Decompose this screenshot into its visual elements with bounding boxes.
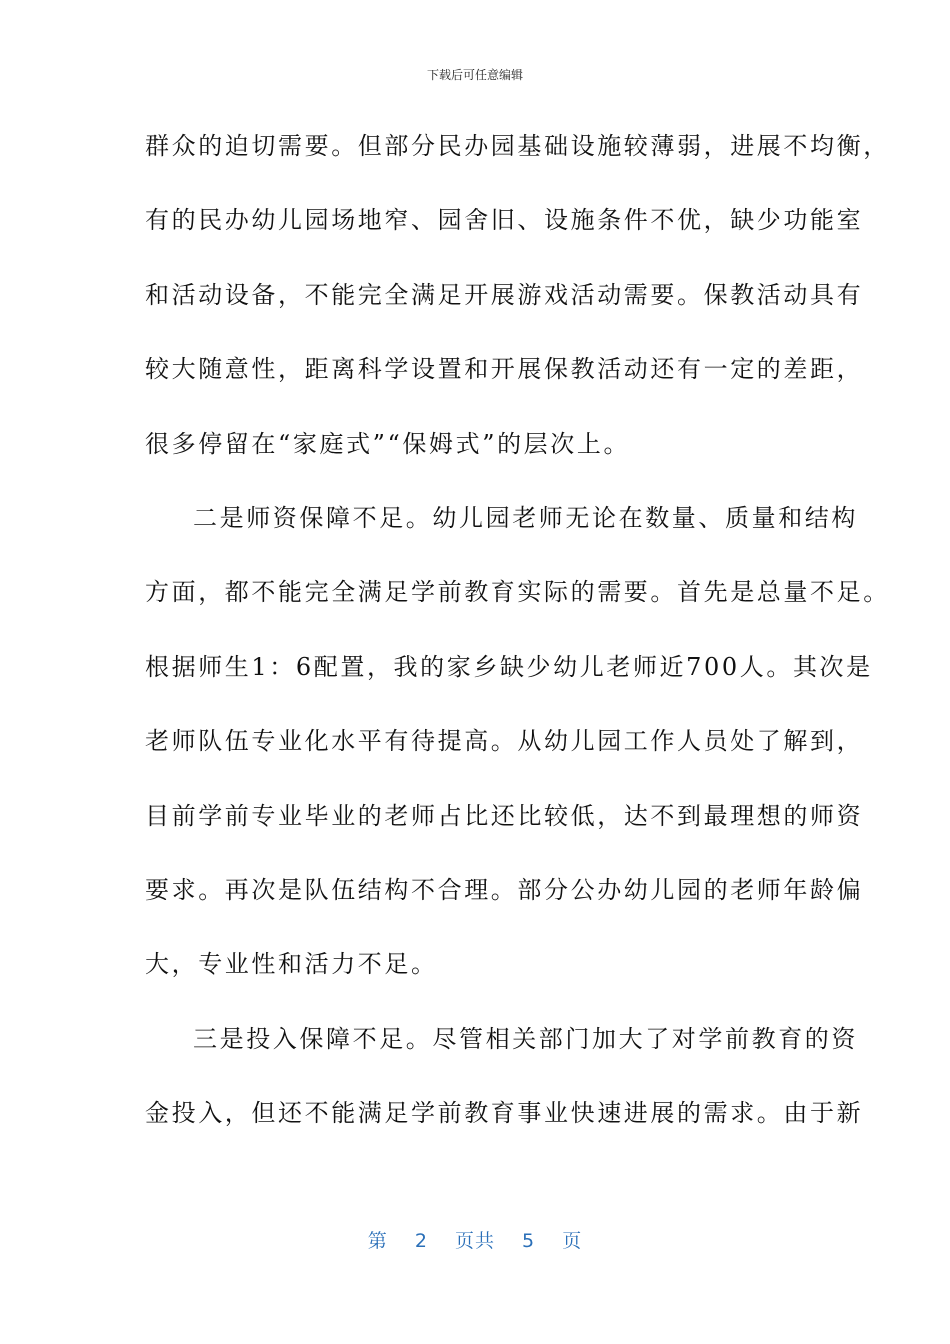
text-line: 老师队伍专业化水平有待提高。从幼儿园工作人员处了解到， — [145, 727, 864, 756]
footer-page-label: 第 — [367, 1230, 388, 1252]
document-body — [145, 124, 890, 1165]
header-note: 下载后可任意编辑 — [426, 68, 523, 82]
footer-page-number: 2 — [414, 1230, 428, 1252]
text-line: 很多停留在“家庭式”“保姆式”的层次上。 — [145, 429, 631, 458]
text-line: 较大随意性，距离科学设置和开展保教活动还有一定的差距， — [145, 355, 864, 384]
footer-page-suffix: 页共 — [454, 1230, 495, 1252]
text-line: 方面，都不能完全满足学前教育实际的需要。首先是总量不足。 — [145, 578, 890, 607]
text-line: 目前学前专业毕业的老师占比还比较低，达不到最理想的师资 — [145, 801, 864, 830]
text-line: 和活动设备，不能完全满足开展游戏活动需要。保教活动具有 — [145, 280, 864, 309]
paragraph-start-line: 二是师资保障不足。幼儿园老师无论在数量、质量和结构 — [193, 503, 858, 532]
text-line: 大，专业性和活力不足。 — [145, 950, 438, 979]
text-line: 要求。再次是队伍结构不合理。部分公办幼儿园的老师年龄偏 — [145, 875, 864, 904]
text-line: 有的民办幼儿园场地窄、园舍旧、设施条件不优，缺少功能室 — [145, 206, 864, 235]
text-line: 金投入，但还不能满足学前教育事业快速进展的需求。由于新 — [145, 1099, 864, 1128]
text-line: 根据师生1：6配置，我的家乡缺少幼儿老师近700人。其次是 — [145, 652, 873, 681]
text-line: 群众的迫切需要。但部分民办园基础设施较薄弱，进展不均衡， — [145, 132, 890, 160]
page-footer — [0, 1226, 950, 1253]
footer-total-pages: 5 — [522, 1230, 536, 1252]
paragraph-start-line: 三是投入保障不足。尽管相关部门加大了对学前教育的资 — [193, 1024, 858, 1053]
footer-total-suffix: 页 — [562, 1230, 583, 1252]
